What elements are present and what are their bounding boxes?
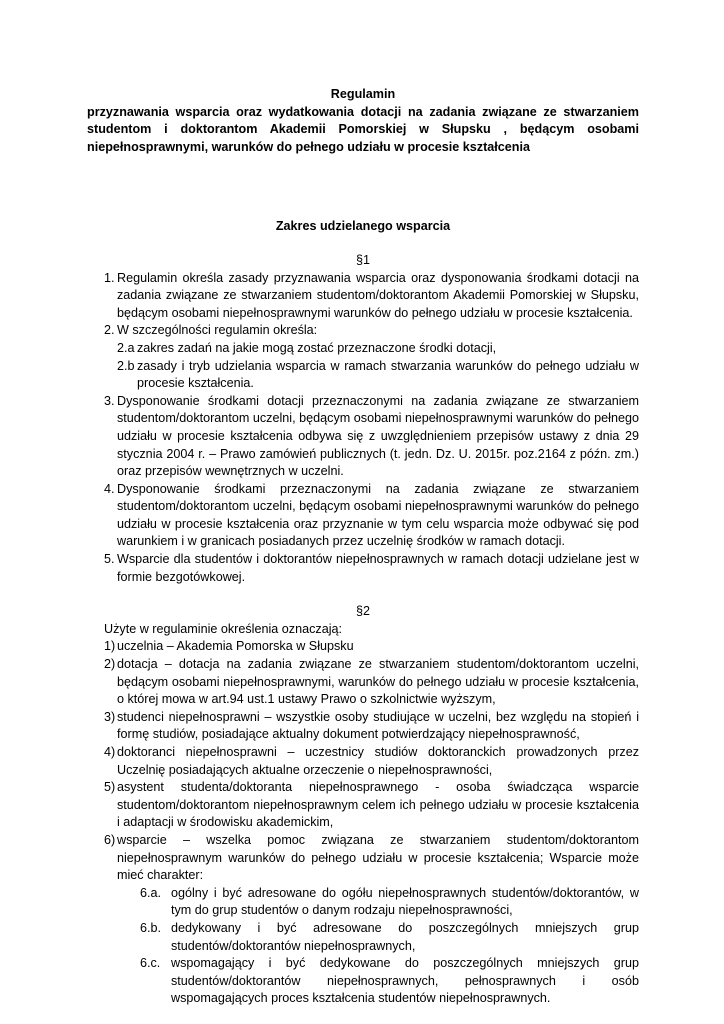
list-text: studenci niepełnosprawni – wszystkie osoby studiujące w uczelni, bez względu na stopień i formę studiów, posiadające aktualny dokument potwierdzający niepełnosprawność, [117,709,639,742]
list-number: 2) [104,657,116,672]
list-number: 1. [104,270,115,285]
list-text: zasady i tryb udzielania wsparcia w ramach stwarzania warunków do pełnego udziału w procesie kształcenia. [137,358,639,391]
list-number: 4) [104,745,116,759]
paragraph-2-list [87,638,639,1007]
list-text: wsparcie – wszelka pomoc związana ze stwarzaniem studentom/doktorantom niepełnosprawnym warunków do pełnego udziału w procesie kształcenia; Wsparcie może mieć charakter: [117,832,639,883]
list-text: Wsparcie dla studentów i doktorantów niepełnosprawnych w ramach dotacji udzielane jest w formie bezgotówkowej. [117,552,639,584]
list-text: Regulamin określa zasady przyznawania wsparcia oraz dysponowania środkami dotacji na zadania związane ze stwarzaniem studentom/doktorantom Akademii Pomorskiej w Słupsku, będącym osobami niepełnosprawnymi warunków do pełnego udziału w procesie kształcenia. [117,270,639,320]
list-subitem [87,358,639,393]
list-number: 2.b [117,358,135,373]
list-item [87,656,639,709]
list-text: Dysponowanie środkami przeznaczonymi na zadania związane ze stwarzaniem studentom/doktorantom uczelni, będącym osobami niepełnosprawnymi warunków do pełnego udziału w procesie kształcenia oraz przyznanie w tym celu wsparcia może odbywać się pod warunkiem i w granicach posiadanych przez uczelnię środków w ramach dotacji. [117,481,639,549]
list-number: 3) [104,709,116,724]
list-item [87,744,639,779]
list-number: 5) [104,780,116,795]
paragraph-mark-1: §1 [355,252,370,267]
list-number: 6.a. [140,885,162,900]
list-item [87,779,639,832]
list-text: zakres zadań na jakie mogą zostać przeznaczone środki dotacji, [137,340,497,355]
list-item [87,393,639,481]
list-number: 1) [104,639,116,654]
document-subtitle: przyznawania wsparcia oraz wydatkowania dotacji na zadania związane ze stwarzaniem studentom i doktorantom Akademii Pomorskiej w Słupsku , będącym osobami niepełnosprawnymi, warunków do pełnego udziału w procesie kształcenia [87,104,639,154]
paragraph-mark-2: §2 [355,604,370,619]
list-number: 4. [104,481,115,496]
document-content [87,86,639,1008]
list-item [87,709,639,744]
list-subitem [87,885,639,920]
list-number: 6) [104,832,116,847]
list-number: 5. [104,552,115,567]
list-number: 2.a [117,340,135,355]
list-item [87,481,639,551]
list-number: 3. [104,393,115,408]
paragraph-2-intro: Użyte w regulaminie określenia oznaczają: [104,621,342,636]
section-title: Zakres udzielanego wsparcia [275,219,451,234]
list-number: 6.b. [140,920,162,935]
list-number: 6.c. [140,956,161,971]
list-item [87,551,639,586]
paragraph-1-list [87,270,639,587]
list-text: dedykowany i być adresowane do poszczególnych mniejszych grup studentów/doktorantów niepełnosprawnych, [171,920,639,953]
list-text: doktoranci niepełnosprawni – uczestnicy studiów doktoranckich prowadzonych przez Uczelnię posiadających aktualne orzeczenie o niepełnosprawności, [117,745,639,777]
list-text: W szczególności regulamin określa: [117,323,318,338]
list-subitem [87,955,639,1008]
document-title: Regulamin [330,87,396,101]
list-item [87,832,639,885]
list-text: wspomagający i być dedykowane do poszczególnych mniejszych grup studentów/doktorantów niepełnosprawnych, pełnosprawnych i osób wspomagających proces kształcenia studentów niepełnosprawnych. [171,956,639,1006]
list-item [87,638,639,656]
list-text: Dysponowanie środkami dotacji przeznaczonymi na zadania związane ze stwarzaniem studentom/doktorantom uczelni, będącym osobami niepełnosprawnymi warunków do pełnego udziału w procesie kształcenia odbywa się z uwzględnieniem przepisów ustawy z dnia 29 stycznia 2004 r. – Prawo zamówień publicznych (t. jedn. Dz. U. 2015r. poz.2164 z późn. zm.) oraz przepisów wewnętrznych w uczelni. [117,393,639,479]
list-text: asystent studenta/doktoranta niepełnosprawnego - osoba świadcząca wsparcie studentom/doktorantom niepełnosprawnym celem ich pełnego udziału w procesie kształcenia i adaptacji w środowisku akademickim, [117,780,639,830]
list-subitem [87,920,639,955]
list-item [87,270,639,323]
list-item [87,322,639,340]
list-text: dotacja – dotacja na zadania związane ze stwarzaniem studentom/doktorantom uczelni, będącym osobami niepełnosprawnymi, warunków do pełnego udziału w procesie kształcenia, o której mowa w art.94 ust.1 ustawy Prawo o szkolnictwie wyższym, [117,657,639,707]
list-subitem [87,340,639,358]
list-number: 2. [104,323,115,338]
list-text: ogólny i być adresowane do ogółu niepełnosprawnych studentów/doktorantów, w tym do grup studentów o danym rodzaju niepełnosprawności, [171,885,639,918]
list-text: uczelnia – Akademia Pomorska w Słupsku [117,639,354,654]
